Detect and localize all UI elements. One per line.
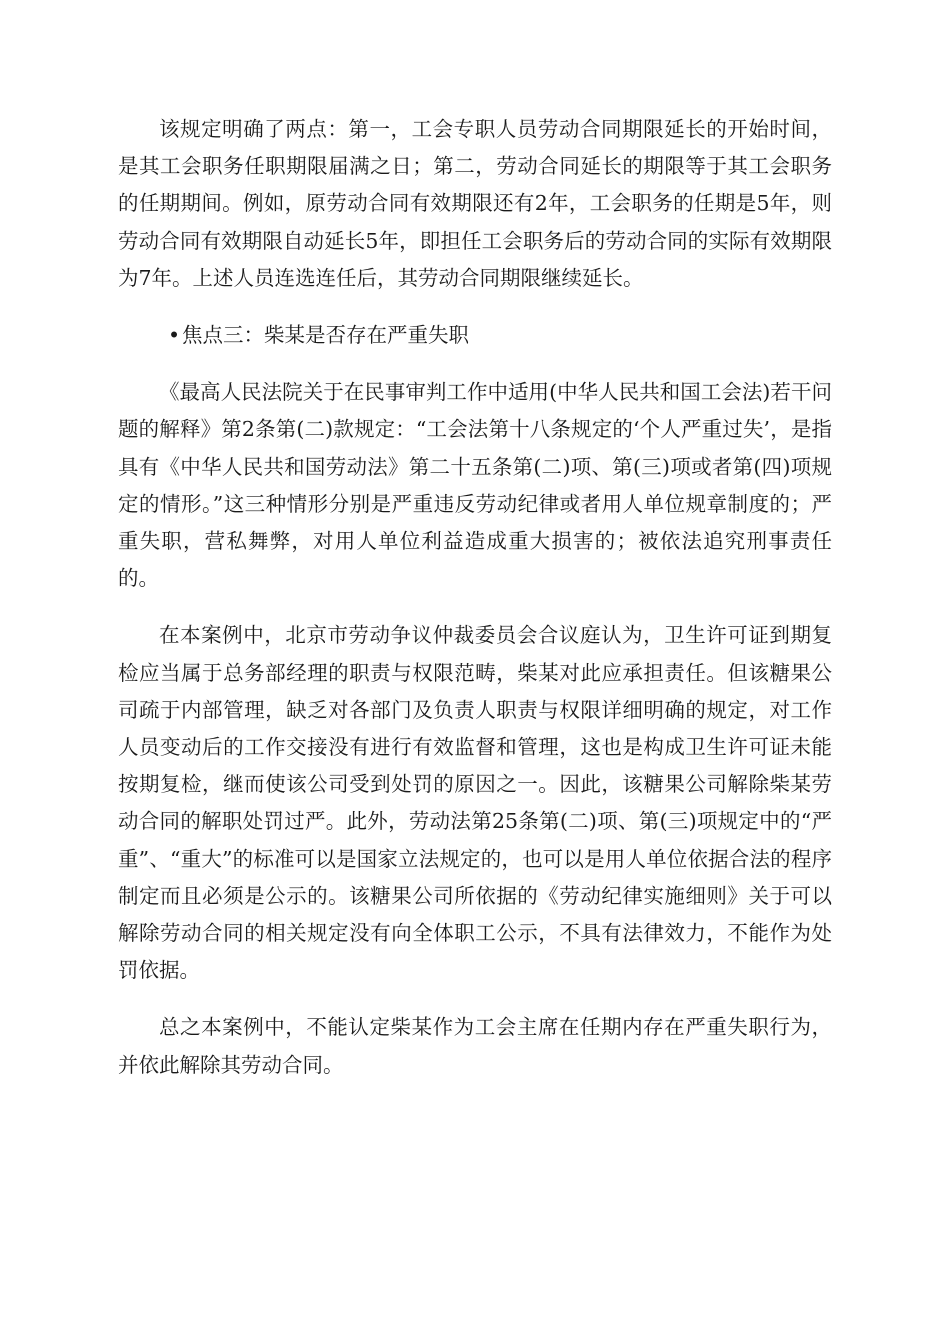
paragraph-case-analysis: 在本案例中，北京市劳动争议仲裁委员会合议庭认为，卫生许可证到期复检应当属于总务部经理的职责与权限范畴，柴某对此应承担责任。但该糖果公司疏于内部管理，缺乏对各部门及负责人职责与权限详细明确的规定，对工作人员变动后的工作交接没有进行有效监督和管理，这也是构成卫生许可证未能按期复检，继而使该公司受到处罚的原因之一。因此，该糖果公司解除柴某劳动合同的解职处罚过严。此外，劳动法第25条第(二)项、第(三)项规定中的“严重”、“重大”的标准可以是国家立法规定的，也可以是用人单位依据合法的程序制定而且必须是公示的。该糖果公司所依据的《劳动纪律实施细则》关于可以解除劳动合同的相关规定没有向全体职工公示，不具有法律效力，不能作为处罚依据。 [118, 623, 832, 983]
bullet-icon: • [168, 323, 181, 348]
paragraph-gap [118, 297, 832, 317]
paragraph-extension-rule: 该规定明确了两点：第一，工会专职人员劳动合同期限延长的开始时间，是其工会职务任职期限届满之日；第二，劳动合同延长的期限等于其工会职务的任期期间。例如，原劳动合同有效期限还有2年，工会职务的任期是5年，则劳动合同有效期限自动延长5年，即担任工会职务后的劳动合同的实际有效期限为7年。上述人员连选连任后，其劳动合同期限继续延长。 [118, 117, 832, 290]
paragraph-gap [118, 354, 832, 374]
document-body [118, 111, 832, 1084]
paragraph-gap [118, 597, 832, 617]
focus-three-heading [118, 317, 832, 354]
focus-heading-text: 焦点三：柴某是否存在严重失职 [182, 323, 469, 348]
paragraph-gap [118, 989, 832, 1009]
paragraph-judicial-interpretation: 《最高人民法院关于在民事审判工作中适用(中华人民共和国工会法)若干问题的解释》第2条第(二)款规定：“工会法第十八条规定的‘个人严重过失’，是指具有《中华人民共和国劳动法》第二十五条第(二)项、第(三)项或者第(四)项规定的情形。”这三种情形分别是严重违反劳动纪律或者用人单位规章制度的；严重失职，营私舞弊，对用人单位利益造成重大损害的；被依法追究刑事责任的。 [118, 380, 832, 591]
paragraph-conclusion: 总之本案例中，不能认定柴某作为工会主席在任期内存在严重失职行为，并依此解除其劳动合同。 [118, 1015, 832, 1077]
